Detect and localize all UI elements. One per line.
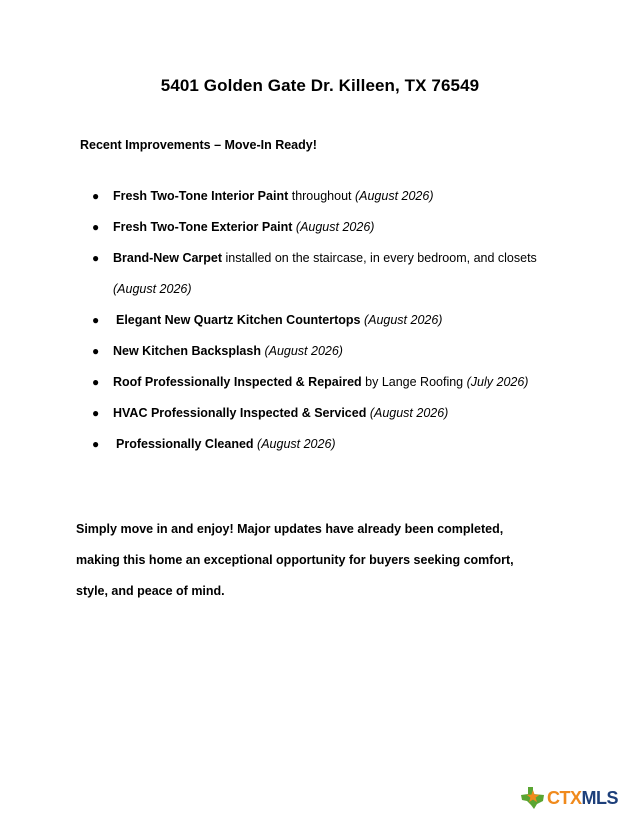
list-item — [92, 212, 592, 243]
item-date: (August 2026) — [264, 344, 343, 358]
item-label: Elegant New Quartz Kitchen Countertops — [116, 313, 361, 327]
item-label: Professionally Cleaned — [116, 437, 254, 451]
bullet-icon: ● — [92, 437, 100, 451]
item-date: (August 2026) — [369, 406, 449, 420]
improvements-list — [92, 181, 592, 460]
item-date: (July 2026) — [466, 375, 529, 389]
bullet-icon: ● — [92, 251, 100, 265]
logo-mls-text: MLS — [581, 787, 618, 808]
list-item — [92, 398, 592, 429]
list-item — [92, 367, 592, 398]
bullet-icon: ● — [92, 406, 100, 420]
page-title: 5401 Golden Gate Dr. Killeen, TX 76549 — [160, 76, 480, 95]
item-date: (August 2026) — [113, 282, 192, 296]
list-item — [92, 429, 592, 460]
list-item — [92, 305, 592, 336]
bullet-icon: ● — [92, 375, 100, 389]
closing-paragraph — [76, 514, 576, 607]
item-detail: throughout — [288, 189, 355, 203]
list-item — [92, 181, 592, 212]
bullet-icon: ● — [92, 344, 100, 358]
bullet-icon: ● — [92, 313, 100, 327]
item-date: (August 2026) — [295, 220, 375, 234]
logo-ctx-text: CTX — [547, 787, 582, 808]
section-heading: Recent Improvements – Move-In Ready! — [80, 138, 317, 152]
item-date: (August 2026) — [257, 437, 336, 451]
closing-line: making this home an exceptional opportunity for buyers seeking comfort, — [76, 553, 514, 567]
ctxmls-logo — [520, 786, 618, 810]
item-detail: by Lange Roofing — [361, 375, 467, 389]
closing-line: Simply move in and enjoy! Major updates have already been completed, — [76, 522, 504, 536]
bullet-icon: ● — [92, 189, 100, 203]
item-date: (August 2026) — [354, 189, 434, 203]
list-item — [92, 243, 543, 305]
bullet-icon: ● — [92, 220, 100, 234]
item-detail: installed on the staircase, in every bedroom, and closets — [222, 251, 537, 265]
texas-star-icon — [520, 786, 546, 810]
item-label: Fresh Two-Tone Interior Paint — [113, 189, 289, 203]
item-label: New Kitchen Backsplash — [113, 344, 261, 358]
item-label: Fresh Two-Tone Exterior Paint — [113, 220, 293, 234]
logo-text — [547, 788, 618, 809]
item-label: HVAC Professionally Inspected & Serviced — [113, 406, 367, 420]
item-date: (August 2026) — [363, 313, 443, 327]
item-label: Roof Professionally Inspected & Repaired — [113, 375, 362, 389]
item-label: Brand-New Carpet — [113, 251, 223, 265]
list-item — [92, 336, 592, 367]
closing-line: style, and peace of mind. — [76, 584, 225, 598]
